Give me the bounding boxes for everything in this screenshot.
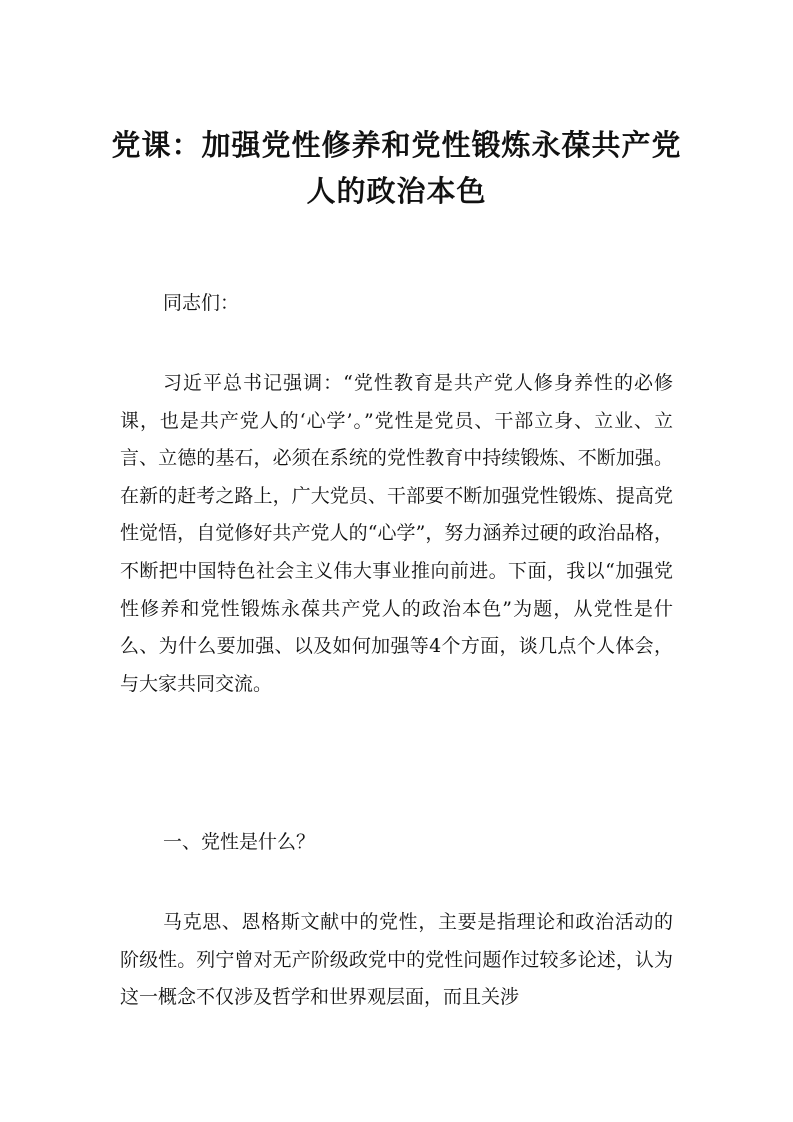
document-title: 党课：加强党性修养和党性锻炼永葆共产党人的政治本色 — [111, 128, 682, 208]
greeting-line: 同志们： — [163, 292, 240, 314]
section-paragraph: 马克思、恩格斯文献中的党性，主要是指理论和政治活动的阶级性。列宁曾对无产阶级政党中的党性问题作过较多论述，认为这一概念不仅涉及哲学和世界观层面，而且关涉 — [120, 911, 673, 1009]
section-heading: 一、党性是什么？ — [163, 831, 316, 853]
intro-paragraph: 习近平总书记强调：“党性教育是共产党人修身养性的必修课，也是共产党人的‘心学’。”党性是党员、干部立身、立业、立言、立德的基石，必须在系统的党性教育中持续锻炼、不断加强。在新的赶考之路上，广大党员、干部要不断加强党性锻炼、提高党性觉悟，自觉修好共产党人的“心学”，努力涵养过硬的政治品格，不断把中国特色社会主义伟大事业推向前进。下面，我以“加强党性修养和党性锻炼永葆共产党人的政治本色”为题，从党性是什么、为什么要加强、以及如何加强等4个方面，谈几点个人体会，与大家共同交流。 — [120, 372, 673, 695]
